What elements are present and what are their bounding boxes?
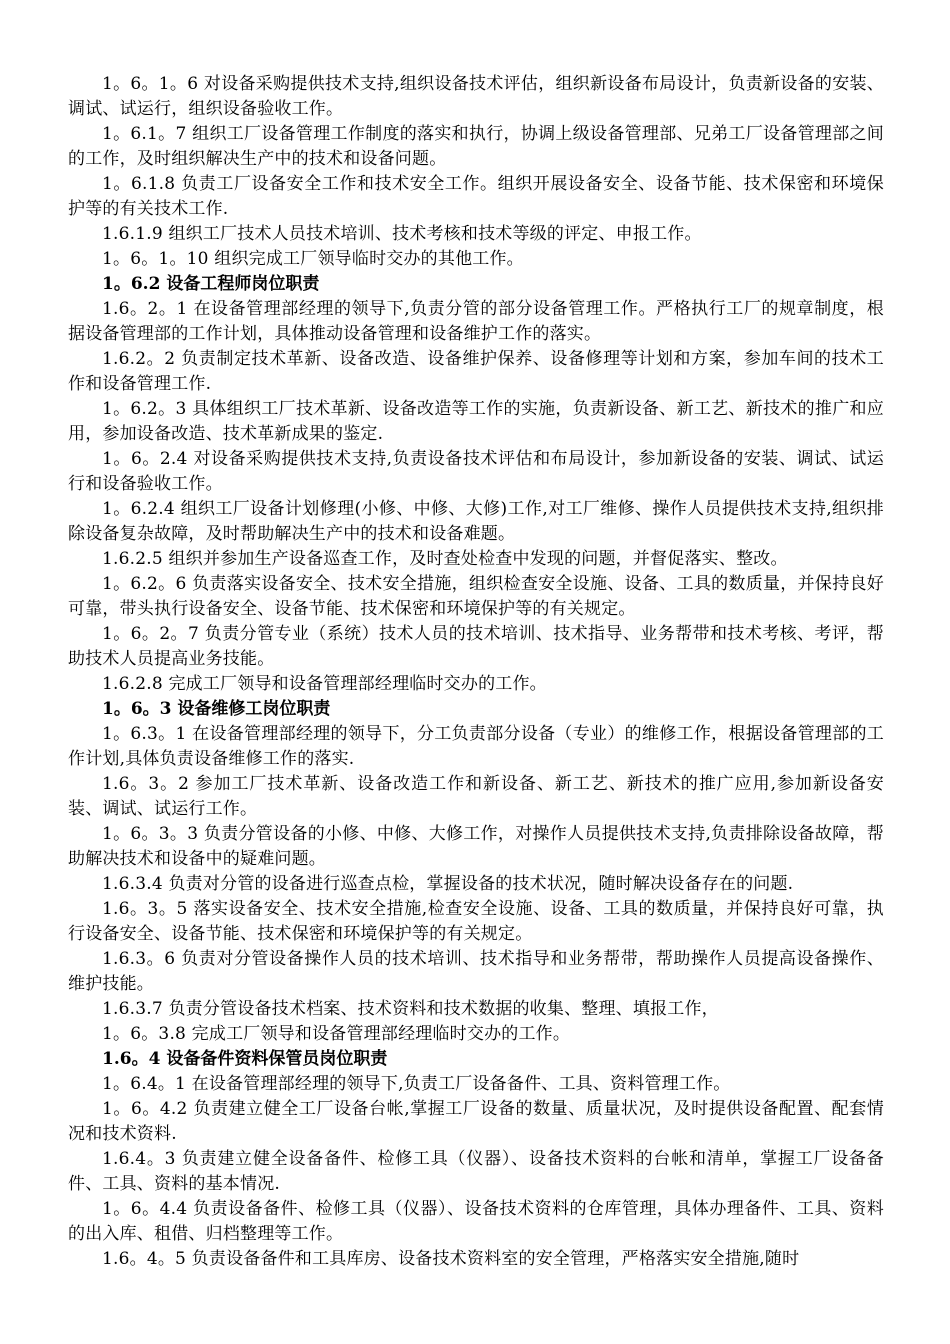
body-paragraph: 1。6.1.8 负责工厂设备安全工作和技术安全工作。组织开展设备安全、设备节能、技术保密和环境保护等的有关技术工作.	[68, 174, 884, 219]
body-paragraph: 1.6。3。2 参加工厂技术革新、设备改造工作和新设备、新工艺、新技术的推广应用,参加新设备安装、调试、试运行工作。	[68, 774, 884, 819]
body-paragraph: 1.6.2。2 负责制定技术革新、设备改造、设备维护保养、设备修理等计划和方案，参加车间的技术工作和设备管理工作.	[68, 349, 884, 394]
body-paragraph: 1。6.2.4 组织工厂设备计划修理(小修、中修、大修)工作,对工厂维修、操作人员提供技术支持,组织排除设备复杂故障，及时帮助解决生产中的技术和设备难题。	[68, 499, 884, 544]
body-paragraph: 1。6.2。6 负责落实设备安全、技术安全措施，组织检查安全设施、设备、工具的数质量，并保持良好可靠，带头执行设备安全、设备节能、技术保密和环境保护等的有关规定。	[68, 574, 884, 619]
body-paragraph: 1.6。4。5 负责设备备件和工具库房、设备技术资料室的安全管理，严格落实安全措施,随时	[102, 1249, 800, 1269]
body-paragraph: 1.6.3.7 负责分管设备技术档案、技术资料和技术数据的收集、整理、填报工作，	[102, 999, 719, 1019]
body-paragraph: 1。6.2。3 具体组织工厂技术革新、设备改造等工作的实施，负责新设备、新工艺、新技术的推广和应用，参加设备改造、技术革新成果的鉴定.	[68, 399, 884, 444]
body-paragraph: 1。6。2.4 对设备采购提供技术支持,负责设备技术评估和布局设计，参加新设备的安装、调试、试运行和设备验收工作。	[68, 449, 884, 494]
body-paragraph: 1.6.2.5 组织并参加生产设备巡查工作，及时查处检查中发现的问题，并督促落实、整改。	[102, 549, 788, 569]
body-paragraph: 1。6。4.2 负责建立健全工厂设备台帐,掌握工厂设备的数量、质量状况，及时提供设备配置、配套情况和技术资料.	[68, 1099, 884, 1144]
body-paragraph: 1.6.1.9 组织工厂技术人员技术培训、技术考核和技术等级的评定、申报工作。	[102, 224, 702, 244]
body-paragraph: 1.6.3。6 负责对分管设备操作人员的技术培训、技术指导和业务帮带，帮助操作人员提高设备操作、维护技能。	[68, 949, 884, 994]
body-paragraph: 1。6。1。6 对设备采购提供技术支持,组织设备技术评估，组织新设备布局设计，负责新设备的安装、调试、试运行，组织设备验收工作。	[68, 74, 884, 119]
body-paragraph: 1。6.3。1 在设备管理部经理的领导下，分工负责部分设备（专业）的维修工作，根据设备管理部的工作计划,具体负责设备维修工作的落实.	[68, 724, 884, 769]
body-paragraph: 1.6.2.8 完成工厂领导和设备管理部经理临时交办的工作。	[102, 674, 547, 694]
section-heading: 1。6.2 设备工程师岗位职责	[102, 274, 320, 294]
body-paragraph: 1.6.3.4 负责对分管的设备进行巡查点检，掌握设备的技术状况，随时解决设备存在的问题.	[102, 874, 794, 894]
body-paragraph: 1.6。2。1 在设备管理部经理的领导下,负责分管的部分设备管理工作。严格执行工厂的规章制度，根据设备管理部的工作计划，具体推动设备管理和设备维护工作的落实。	[68, 299, 884, 344]
body-paragraph: 1。6。3。3 负责分管设备的小修、中修、大修工作，对操作人员提供技术支持,负责排除设备故障，帮助解决技术和设备中的疑难问题。	[68, 824, 884, 869]
section-heading: 1.6。4 设备备件资料保管员岗位职责	[102, 1049, 388, 1069]
body-paragraph: 1。6。2。7 负责分管专业（系统）技术人员的技术培训、技术指导、业务帮带和技术考核、考评，帮助技术人员提高业务技能。	[68, 624, 884, 669]
section-heading: 1。6。3 设备维修工岗位职责	[102, 699, 331, 719]
body-paragraph: 1。6。1。10 组织完成工厂领导临时交办的其他工作。	[102, 249, 524, 269]
body-paragraph: 1。6.4。1 在设备管理部经理的领导下,负责工厂设备备件、工具、资料管理工作。	[102, 1074, 731, 1094]
body-paragraph: 1。6。3.8 完成工厂领导和设备管理部经理临时交办的工作。	[102, 1024, 571, 1044]
document-body	[68, 72, 884, 1272]
body-paragraph: 1。6.1。7 组织工厂设备管理工作制度的落实和执行，协调上级设备管理部、兄弟工厂设备管理部之间的工作，及时组织解决生产中的技术和设备问题。	[68, 124, 884, 169]
body-paragraph: 1.6.4。3 负责建立健全设备备件、检修工具（仪器）、设备技术资料的台帐和清单，掌握工厂设备备件、工具、资料的基本情况.	[68, 1149, 884, 1194]
body-paragraph: 1。6。4.4 负责设备备件、检修工具（仪器）、设备技术资料的仓库管理，具体办理备件、工具、资料的出入库、租借、归档整理等工作。	[68, 1199, 884, 1244]
body-paragraph: 1.6。3。5 落实设备安全、技术安全措施,检查安全设施、设备、工具的数质量，并保持良好可靠，执行设备安全、设备节能、技术保密和环境保护等的有关规定。	[68, 899, 884, 944]
